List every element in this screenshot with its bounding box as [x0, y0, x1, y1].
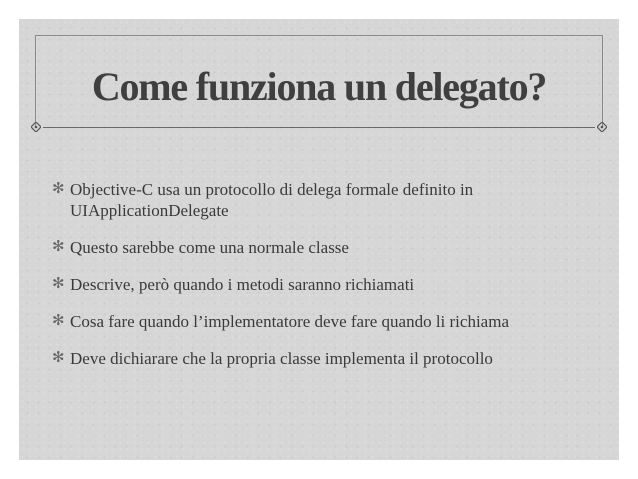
diamond-ornament-icon [31, 122, 41, 132]
frame-top-line [35, 35, 603, 36]
asterisk-bullet-icon: ✻ [52, 239, 65, 255]
bullet-item [52, 237, 602, 258]
bullet-text: Descrive, però quando i metodi saranno richiamati [70, 275, 415, 294]
bullet-text: Questo sarebbe come una normale classe [70, 238, 349, 257]
bullet-item [52, 348, 602, 369]
bullet-text: Cosa fare quando l’implementatore deve fare quando li richiama [70, 312, 509, 331]
asterisk-bullet-icon: ✻ [52, 276, 65, 292]
bullet-list [52, 179, 602, 385]
slide-title: Come funziona un delegato? [91, 64, 547, 109]
asterisk-bullet-icon: ✻ [52, 350, 65, 366]
bullet-item [52, 179, 602, 221]
bullet-item [52, 311, 602, 332]
title-divider [43, 127, 595, 128]
asterisk-bullet-icon: ✻ [52, 313, 65, 329]
bullet-text: Objective-C usa un protocollo di delega formale definito in UIApplicationDelegate [70, 180, 474, 220]
asterisk-bullet-icon: ✻ [52, 181, 65, 197]
bullet-item [52, 274, 602, 295]
diamond-ornament-icon [597, 122, 607, 132]
slide [19, 19, 619, 460]
bullet-text: Deve dichiarare che la propria classe implementa il protocollo [70, 349, 493, 368]
